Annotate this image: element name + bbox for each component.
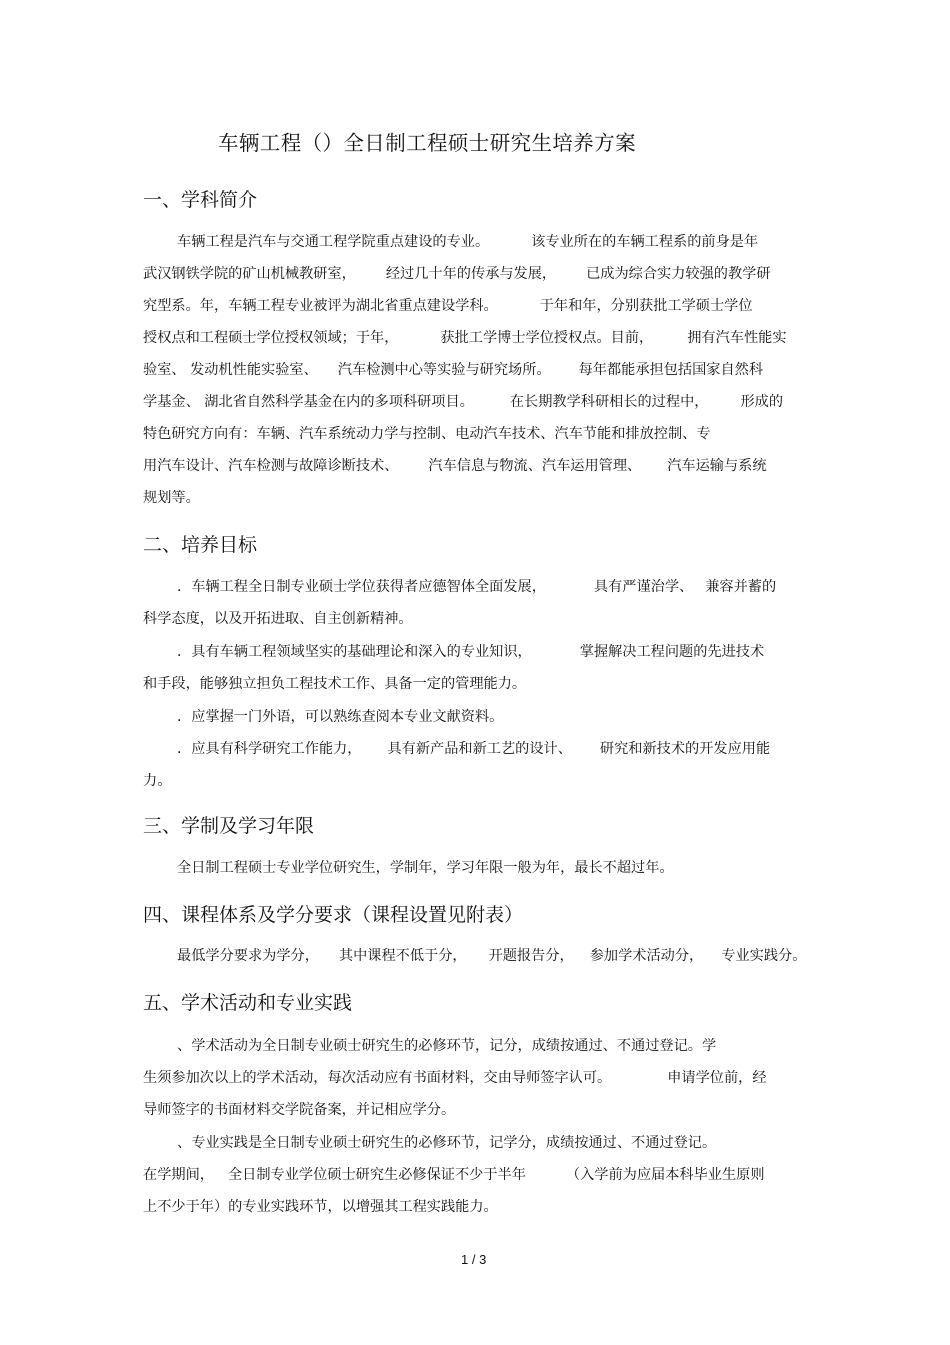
document-title: 车辆工程（）全日制工程硕士研究生培养方案: [218, 131, 636, 155]
section-heading-3: 三、学制及学习年限: [143, 815, 315, 837]
paragraph-line: 验室、 发动机性能实验室、 汽车检测中心等实验与研究场所。 每年都能承担包括国家自然科: [143, 362, 764, 378]
paragraph-line: ．车辆工程全日制专业硕士学位获得者应德智体全面发展， 具有严谨治学、 兼容并蓄的: [177, 579, 777, 595]
paragraph-line: 究型系。年，车辆工程专业被评为湖北省重点建设学科。 于年和年，分别获批工学硕士学位: [143, 298, 753, 314]
paragraph-line: 用汽车设计、汽车检测与故障诊断技术、 汽车信息与物流、汽车运用管理、 汽车运输与系统: [143, 458, 767, 474]
paragraph-line: 学基金、 湖北省自然科学基金在内的多项科研项目。 在长期教学科研相长的过程中， 形成的: [143, 394, 784, 410]
paragraph-line: 科学态度，以及开拓进取、自主创新精神。: [143, 611, 413, 627]
paragraph-line: 授权点和工程硕士学位授权领域；于年， 获批工学博士学位授权点。目前， 拥有汽车性能实: [143, 330, 787, 346]
paragraph-line: ．应掌握一门外语，可以熟练查阅本专业文献资料。: [177, 709, 504, 725]
page-number: 1 / 3: [461, 1252, 487, 1267]
paragraph-line: 生须参加次以上的学术活动，每次活动应有书面材料，交由导师签字认可。 申请学位前，经: [143, 1070, 767, 1086]
paragraph-line: 车辆工程是汽车与交通工程学院重点建设的专业。 该专业所在的车辆工程系的前身是年: [177, 234, 759, 250]
paragraph-line: 导师签字的书面材料交学院备案，并记相应学分。: [143, 1102, 456, 1118]
section-heading-1: 一、学科简介: [143, 189, 258, 211]
paragraph-line: 在学期间， 全日制专业学位硕士研究生必修保证不少于半年 （入学前为应届本科毕业生原则: [143, 1167, 765, 1183]
section-heading-4: 四、课程体系及学分要求（课程设置见附表）: [143, 904, 524, 926]
paragraph-line: 武汉钢铁学院的矿山机械教研室， 经过几十年的传承与发展， 已成为综合实力较强的教学研: [143, 266, 771, 282]
paragraph-line: 、专业实践是全日制专业硕士研究生的必修环节，记学分，成绩按通过、不通过登记。: [177, 1135, 717, 1151]
paragraph-line: 全日制工程硕士专业学位研究生，学制年，学习年限一般为年，最长不超过年。: [177, 860, 674, 876]
section-heading-5: 五、学术活动和专业实践: [143, 992, 353, 1014]
paragraph-line: ．应具有科学研究工作能力， 具有新产品和新工艺的设计、 研究和新技术的开发应用能: [177, 741, 771, 757]
paragraph-line: ．具有车辆工程领域坚实的基础理论和深入的专业知识， 掌握解决工程问题的先进技术: [177, 644, 765, 660]
paragraph-line: 、学术活动为全日制专业硕士研究生的必修环节，记分，成绩按通过、不通过登记。学: [177, 1038, 717, 1054]
paragraph-line: 特色研究方向有：车辆、汽车系统动力学与控制、电动汽车技术、汽车节能和排放控制、专: [143, 426, 711, 442]
paragraph-line: 最低学分要求为学分， 其中课程不低于分， 开题报告分， 参加学术活动分， 专业实践分。: [177, 948, 807, 964]
section-heading-2: 二、培养目标: [143, 534, 258, 556]
paragraph-line: 和手段，能够独立担负工程技术工作、具备一定的管理能力。: [143, 676, 527, 692]
paragraph-line: 规划等。: [143, 490, 200, 506]
paragraph-line: 力。: [143, 773, 172, 789]
paragraph-line: 上不少于年）的专业实践环节，以增强其工程实践能力。: [143, 1199, 498, 1215]
